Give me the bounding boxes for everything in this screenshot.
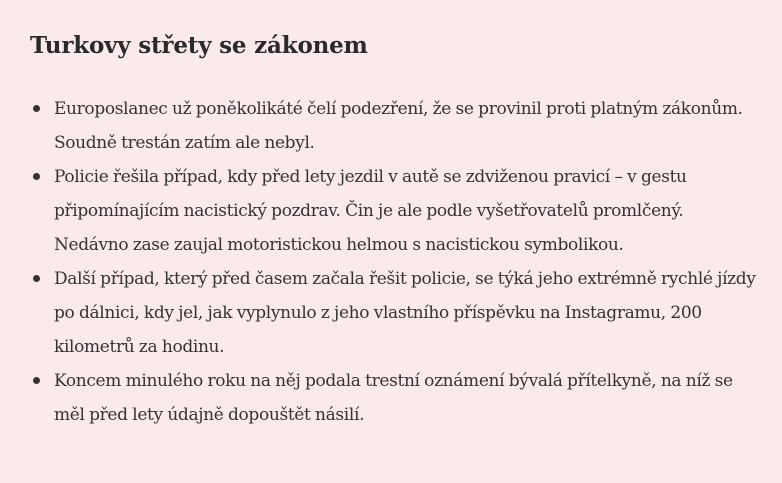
list-item-text: Europoslanec už poněkolikáté čelí podezření, že se provinil proti platným zákonům. Soudně trestán zatím ale nebyl. (54, 99, 743, 153)
list-item (30, 160, 762, 262)
list-item (30, 364, 762, 432)
list-item-text: Policie řešila případ, kdy před lety jezdil v autě se zdviženou pravicí – v gestu připomínajícím nacistický pozdrav. Čin je ale podle vyšetřovatelů promlčený. Nedávno zase zaujal motoristickou helmou s nacistickou symbolikou. (54, 167, 687, 255)
list-item-text: Koncem minulého roku na něj podala trestní oznámení bývalá přítelkyně, na níž se měl před lety údajně dopouštět násilí. (54, 371, 733, 425)
bullet-list (30, 92, 762, 432)
list-item (30, 92, 762, 160)
bullet-icon (33, 275, 40, 282)
list-item-text: Další případ, který před časem začala řešit policie, se týká jeho extrémně rychlé jízdy po dálnici, kdy jel, jak vyplynulo z jeho vlastního příspěvku na Instagramu, 200 kilometrů za hodinu. (54, 269, 756, 357)
list-item (30, 262, 762, 364)
box-title: Turkovy střety se zákonem (30, 32, 368, 59)
bullet-icon (33, 173, 40, 180)
bullet-icon (33, 105, 40, 112)
bullet-icon (33, 377, 40, 384)
